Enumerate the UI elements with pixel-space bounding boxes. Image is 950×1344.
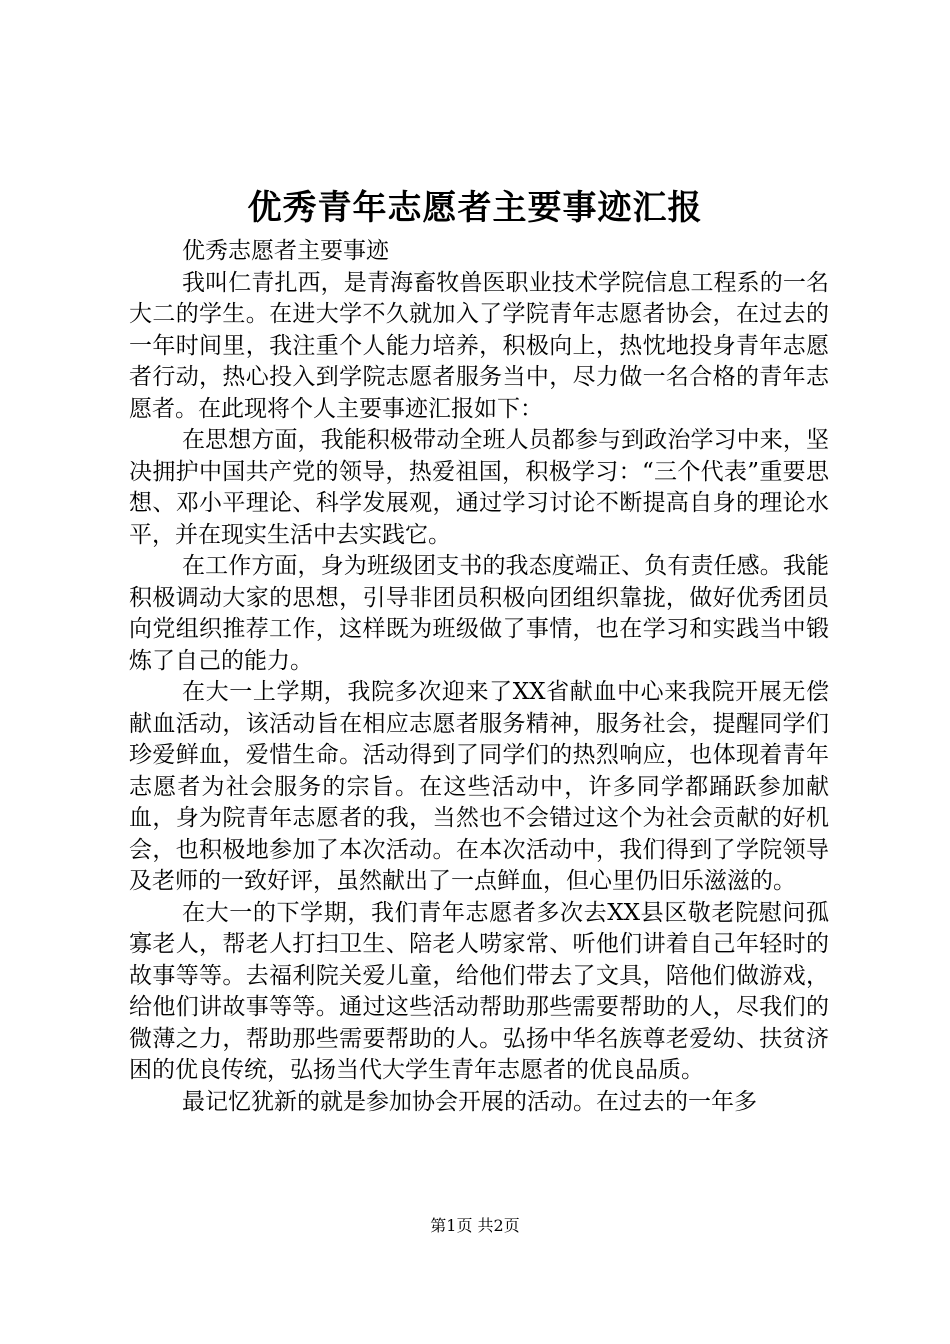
page-title: 优秀青年志愿者主要事迹汇报 — [247, 188, 703, 228]
document-body — [129, 236, 829, 1118]
paragraph: 我叫仁青扎西，是青海畜牧兽医职业技术学院信息工程系的一名大二的学生。在进大学不久就加入了学院青年志愿者协会，在过去的一年时间里，我注重个人能力培养，积极向上，热忱地投身青年志愿者行动，热心投入到学院志愿者服务当中，尽力做一名合格的青年志愿者。在此现将个人主要事迹汇报如下： — [129, 269, 829, 422]
page-number-footer: 第1页 共2页 — [430, 1216, 520, 1235]
paragraph: 最记忆犹新的就是参加协会开展的活动。在过去的一年多 — [182, 1088, 757, 1115]
paragraph: 在思想方面，我能积极带动全班人员都参与到政治学习中来，坚决拥护中国共产党的领导，热爱祖国，积极学习：“三个代表”重要思想、邓小平理论、科学发展观，通过学习讨论不断提高自身的理论水平，并在现实生活中去实践它。 — [129, 427, 829, 548]
paragraph: 在大一的下学期，我们青年志愿者多次去XX县区敬老院慰问孤寡老人，帮老人打扫卫生、陪老人唠家常、听他们讲着自己年轻时的故事等等。去福利院关爱儿童，给他们带去了文具，陪他们做游戏，给他们讲故事等等。通过这些活动帮助那些需要帮助的人，尽我们的微薄之力，帮助那些需要帮助的人。弘扬中华名族尊老爱幼、扶贫济困的优良传统，弘扬当代大学生青年志愿者的优良品质。 — [129, 899, 829, 1083]
paragraph: 优秀志愿者主要事迹 — [182, 238, 389, 264]
paragraph: 在大一上学期，我院多次迎来了XX省献血中心来我院开展无偿献血活动，该活动旨在相应志愿者服务精神，服务社会，提醒同学们珍爱鲜血，爱惜生命。活动得到了同学们的热烈响应，也体现着青年志愿者为社会服务的宗旨。在这些活动中，许多同学都踊跃参加献血，身为院青年志愿者的我，当然也不会错过这个为社会贡献的好机会，也积极地参加了本次活动。在本次活动中，我们得到了学院领导及老师的一致好评，虽然献出了一点鲜血，但心里仍旧乐滋滋的。 — [129, 679, 829, 894]
paragraph: 在工作方面，身为班级团支书的我态度端正、负有责任感。我能积极调动大家的思想，引导非团员积极向团组织靠拢，做好优秀团员向党组织推荐工作，这样既为班级做了事情，也在学习和实践当中锻炼了自己的能力。 — [129, 553, 829, 674]
